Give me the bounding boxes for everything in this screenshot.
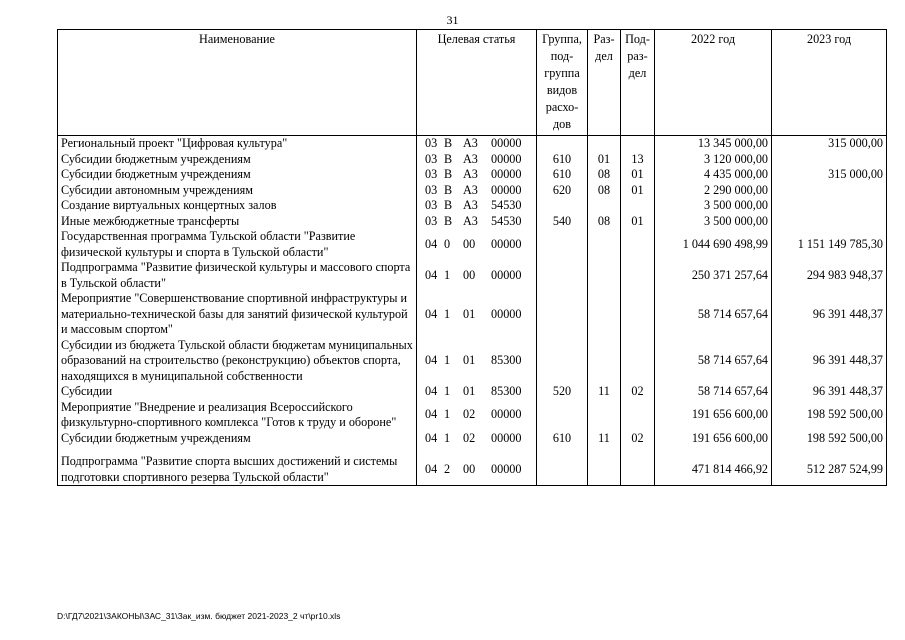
cell-2022: 250 371 257,64: [655, 260, 772, 291]
spacer-cell: [588, 446, 621, 454]
cell-name: Субсидии из бюджета Тульской области бюджетам муниципальных образований на строительство (реконструкцию) объектов спорта, находящихся в муниципальной собственности: [58, 338, 417, 385]
header-section-line: дел: [595, 49, 613, 63]
table-row: [58, 136, 887, 152]
table-row: [58, 198, 887, 214]
cell-subsection: 13: [621, 152, 655, 168]
cell-target-article: [417, 431, 537, 447]
target-part: 85300: [491, 353, 522, 367]
header-subsection-line: раз-: [627, 49, 648, 63]
header-group: [537, 30, 588, 136]
target-part: 03: [425, 213, 438, 228]
target-part: А3: [463, 151, 478, 166]
cell-2023: [772, 214, 887, 230]
header-section: [588, 30, 621, 136]
cell-target-article: [417, 454, 537, 486]
target-part: 00000: [491, 306, 522, 321]
header-group-line: видов: [546, 83, 578, 97]
cell-target-article: [417, 214, 537, 230]
target-part: 85300: [491, 384, 522, 398]
table-row: [58, 167, 887, 183]
cell-name: Мероприятие "Совершенствование спортивной инфраструктуры и материально-технической базы для занятий физической культурой и массовым спортом": [58, 291, 417, 338]
cell-target-article: [417, 384, 537, 400]
header-subsection-line: Под-: [625, 32, 650, 46]
table-row: [58, 214, 887, 230]
target-part: 04: [425, 407, 438, 422]
spacer-cell: [417, 446, 537, 454]
cell-group: [537, 291, 588, 338]
target-part: 54530: [491, 213, 522, 228]
cell-2022: 13 345 000,00: [655, 136, 772, 152]
target-part: 2: [444, 461, 451, 476]
cell-group: [537, 136, 588, 152]
cell-subsection: [621, 338, 655, 385]
target-part: 00: [463, 267, 476, 282]
cell-target-article: [417, 183, 537, 199]
cell-target-article: [417, 260, 537, 291]
target-part: 00000: [491, 167, 522, 181]
target-part: 02: [463, 407, 476, 422]
target-part: 1: [444, 430, 451, 445]
target-part: А3: [463, 198, 478, 212]
target-part: 00000: [491, 151, 522, 166]
cell-2023: 96 391 448,37: [772, 291, 887, 338]
cell-group: 610: [537, 431, 588, 447]
spacer-cell: [772, 446, 887, 454]
table-row: [58, 454, 887, 486]
target-part: 01: [463, 384, 476, 398]
cell-name: Подпрограмма "Развитие физической культуры и массового спорта в Тульской области": [58, 260, 417, 291]
cell-2022: 3 500 000,00: [655, 214, 772, 230]
cell-section: 08: [588, 183, 621, 199]
cell-target-article: [417, 198, 537, 214]
cell-2023: [772, 152, 887, 168]
target-part: 02: [463, 430, 476, 445]
cell-target-article: [417, 136, 537, 152]
cell-2023: 198 592 500,00: [772, 400, 887, 431]
cell-name: Иные межбюджетные трансферты: [58, 214, 417, 230]
target-part: 00000: [491, 136, 522, 150]
target-part: 00: [463, 236, 476, 251]
cell-name: Мероприятие "Внедрение и реализация Всероссийского физкультурно-спортивного комплекса "Готов к труду и обороне": [58, 400, 417, 431]
cell-subsection: [621, 454, 655, 486]
cell-2023: 96 391 448,37: [772, 384, 887, 400]
cell-section: [588, 136, 621, 152]
target-part: В: [444, 198, 453, 212]
cell-target-article: [417, 152, 537, 168]
cell-2023: 294 983 948,37: [772, 260, 887, 291]
cell-name: Подпрограмма "Развитие спорта высших достижений и системы подготовки спортивного резерва Тульской области": [58, 454, 417, 486]
page-number: 31: [446, 13, 459, 27]
table-row: [58, 152, 887, 168]
target-part: 00000: [491, 236, 522, 251]
cell-group: 520: [537, 384, 588, 400]
cell-subsection: 02: [621, 384, 655, 400]
cell-name: Государственная программа Тульской области "Развитие физической культуры и спорта в Тульской области": [58, 229, 417, 260]
cell-group: 610: [537, 152, 588, 168]
target-part: 03: [425, 136, 438, 150]
header-group-line: группа: [544, 66, 580, 80]
cell-subsection: [621, 136, 655, 152]
cell-name: Субсидии бюджетным учреждениям: [58, 431, 417, 447]
spacer-cell: [655, 446, 772, 454]
cell-section: [588, 198, 621, 214]
cell-subsection: 01: [621, 183, 655, 199]
target-part: 1: [444, 306, 451, 321]
target-part: 1: [444, 353, 451, 367]
target-part: 04: [425, 267, 438, 282]
table-row: [58, 338, 887, 385]
cell-2022: 58 714 657,64: [655, 384, 772, 400]
cell-section: [588, 229, 621, 260]
spacer-cell: [621, 446, 655, 454]
table-row: [58, 183, 887, 199]
target-part: 00000: [491, 407, 522, 422]
target-part: 04: [425, 461, 438, 476]
target-part: 00000: [491, 430, 522, 445]
cell-name: Субсидии: [58, 384, 417, 400]
target-part: 00000: [491, 267, 522, 282]
target-part: 1: [444, 384, 451, 398]
cell-section: 01: [588, 152, 621, 168]
cell-2023: 315 000,00: [772, 136, 887, 152]
cell-group: [537, 229, 588, 260]
cell-2023: 512 287 524,99: [772, 454, 887, 486]
cell-2022: 2 290 000,00: [655, 183, 772, 199]
cell-subsection: 01: [621, 214, 655, 230]
target-part: 04: [425, 306, 438, 321]
cell-name: Субсидии автономным учреждениям: [58, 183, 417, 199]
table-row: [58, 384, 887, 400]
cell-group: [537, 198, 588, 214]
cell-section: 11: [588, 384, 621, 400]
budget-table: [57, 29, 887, 486]
target-part: В: [444, 167, 453, 181]
header-2022: 2022 год: [655, 30, 772, 136]
cell-2022: 191 656 600,00: [655, 400, 772, 431]
cell-2023: 1 151 149 785,30: [772, 229, 887, 260]
cell-section: 08: [588, 167, 621, 183]
table-body: [58, 136, 887, 486]
cell-section: 08: [588, 214, 621, 230]
spacer-row: [58, 446, 887, 454]
target-part: 1: [444, 407, 451, 422]
target-part: 0: [444, 236, 451, 251]
cell-subsection: [621, 291, 655, 338]
header-group-line: расхо-: [545, 100, 579, 114]
target-part: 01: [463, 353, 476, 367]
cell-2022: 471 814 466,92: [655, 454, 772, 486]
header-name: Наименование: [58, 30, 417, 136]
target-part: А3: [463, 136, 478, 150]
cell-section: [588, 400, 621, 431]
cell-2022: 4 435 000,00: [655, 167, 772, 183]
spacer-cell: [58, 446, 417, 454]
cell-section: [588, 260, 621, 291]
header-2023: 2023 год: [772, 30, 887, 136]
cell-group: [537, 400, 588, 431]
target-part: В: [444, 182, 453, 197]
cell-subsection: [621, 198, 655, 214]
target-part: 00000: [491, 461, 522, 476]
target-part: В: [444, 136, 453, 150]
cell-section: 11: [588, 431, 621, 447]
target-part: 04: [425, 384, 438, 398]
cell-2023: 198 592 500,00: [772, 431, 887, 447]
cell-group: 610: [537, 167, 588, 183]
cell-2023: 96 391 448,37: [772, 338, 887, 385]
table-row: [58, 431, 887, 447]
cell-name: Региональный проект "Цифровая культура": [58, 136, 417, 152]
cell-subsection: 01: [621, 167, 655, 183]
cell-2022: 58 714 657,64: [655, 291, 772, 338]
target-part: 04: [425, 353, 438, 367]
cell-section: [588, 291, 621, 338]
cell-2022: 3 120 000,00: [655, 152, 772, 168]
target-part: 04: [425, 430, 438, 445]
target-part: А3: [463, 167, 478, 181]
cell-subsection: 02: [621, 431, 655, 447]
cell-2022: 191 656 600,00: [655, 431, 772, 447]
target-part: А3: [463, 182, 478, 197]
cell-subsection: [621, 400, 655, 431]
target-part: В: [444, 213, 453, 228]
target-part: 00000: [491, 182, 522, 197]
cell-group: 540: [537, 214, 588, 230]
cell-2023: [772, 183, 887, 199]
cell-2023: [772, 198, 887, 214]
table-row: [58, 229, 887, 260]
cell-2023: 315 000,00: [772, 167, 887, 183]
cell-target-article: [417, 167, 537, 183]
cell-target-article: [417, 229, 537, 260]
cell-target-article: [417, 338, 537, 385]
cell-subsection: [621, 260, 655, 291]
spacer-cell: [537, 446, 588, 454]
target-part: 01: [463, 306, 476, 321]
target-part: 00: [463, 461, 476, 476]
table-row: [58, 260, 887, 291]
cell-name: Субсидии бюджетным учреждениям: [58, 152, 417, 168]
cell-2022: 1 044 690 498,99: [655, 229, 772, 260]
target-part: 03: [425, 182, 438, 197]
target-part: А3: [463, 213, 478, 228]
cell-subsection: [621, 229, 655, 260]
table-header-row: [58, 30, 887, 136]
cell-group: [537, 260, 588, 291]
cell-group: [537, 454, 588, 486]
header-target: Целевая статья: [417, 30, 537, 136]
target-part: 03: [425, 167, 438, 181]
cell-name: Создание виртуальных концертных залов: [58, 198, 417, 214]
cell-section: [588, 454, 621, 486]
cell-target-article: [417, 291, 537, 338]
table-row: [58, 400, 887, 431]
cell-group: [537, 338, 588, 385]
cell-group: 620: [537, 183, 588, 199]
target-part: 03: [425, 151, 438, 166]
cell-target-article: [417, 400, 537, 431]
target-part: В: [444, 151, 453, 166]
cell-2022: 3 500 000,00: [655, 198, 772, 214]
cell-2022: 58 714 657,64: [655, 338, 772, 385]
header-subsection: [621, 30, 655, 136]
header-group-line: Группа,: [542, 32, 582, 46]
footer-file-path: D:\ГД7\2021\ЗАКОНЫ\ЗАС_31\Зак_изм. бюджет 2021-2023_2 чт\pr10.xls: [57, 611, 341, 621]
target-part: 1: [444, 267, 451, 282]
header-group-line: дов: [552, 117, 572, 131]
header-group-line: под-: [550, 49, 574, 63]
cell-section: [588, 338, 621, 385]
header-subsection-line: дел: [628, 66, 647, 80]
header-section-line: Раз-: [593, 32, 615, 46]
cell-name: Субсидии бюджетным учреждениям: [58, 167, 417, 183]
target-part: 04: [425, 236, 438, 251]
table-row: [58, 291, 887, 338]
target-part: 54530: [491, 198, 522, 212]
target-part: 03: [425, 198, 438, 212]
